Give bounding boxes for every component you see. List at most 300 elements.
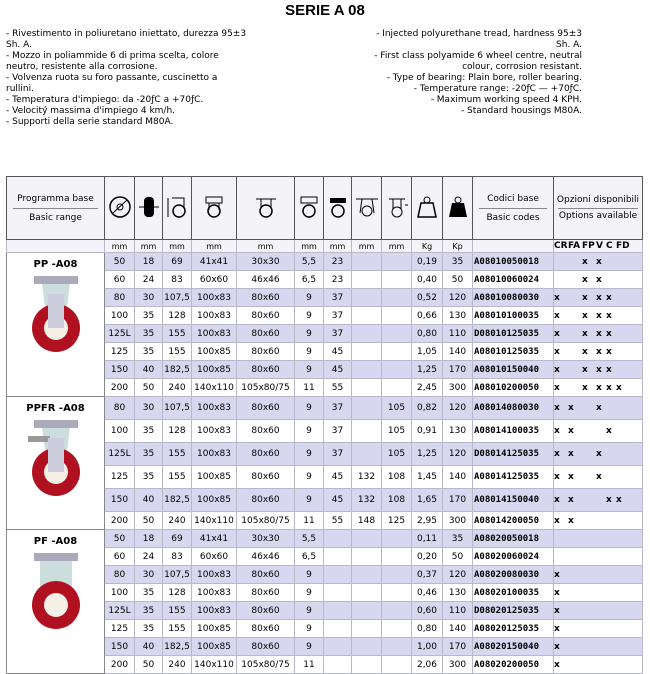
code-cell: A08020060024: [473, 548, 554, 566]
description-line: - Type of bearing: Plain bore, roller bearing.: [386, 73, 582, 83]
value-cell: 100x85: [192, 466, 237, 489]
code-cell: D08014125035: [473, 443, 554, 466]
option-mark: x: [606, 426, 612, 436]
value-cell: 23: [324, 271, 352, 289]
value-cell: 9: [295, 489, 324, 512]
unit-label: Kg: [412, 240, 443, 253]
value-cell: [352, 443, 382, 466]
value-cell: 125: [105, 343, 135, 361]
value-cell: 35: [443, 253, 473, 271]
value-cell: 170: [443, 638, 473, 656]
option-mark: x: [596, 382, 602, 393]
value-cell: 100x85: [192, 489, 237, 512]
value-cell: [352, 548, 382, 566]
option-mark: x: [554, 495, 560, 505]
code-cell: A08014125035: [473, 466, 554, 489]
option-mark: x: [554, 364, 560, 375]
value-cell: 125L: [105, 443, 135, 466]
value-cell: 2,06: [412, 656, 443, 674]
hole-spacing-icon: [237, 177, 295, 240]
value-cell: [352, 530, 382, 548]
option-mark: x: [582, 382, 588, 393]
value-cell: 9: [295, 566, 324, 584]
value-cell: 30x30: [237, 253, 295, 271]
hole-diameter-icon: [295, 177, 324, 240]
value-cell: [382, 361, 412, 379]
value-cell: 35: [135, 466, 163, 489]
value-cell: 37: [324, 289, 352, 307]
option-mark: x: [616, 495, 622, 505]
value-cell: 9: [295, 443, 324, 466]
description-line: - Temperature range: -20ƒC — +70ƒC.: [413, 84, 582, 94]
table-row: [7, 397, 643, 420]
unit-label: mm: [352, 240, 382, 253]
value-cell: 24: [135, 271, 163, 289]
value-cell: 132: [352, 466, 382, 489]
value-cell: 9: [295, 420, 324, 443]
code-cell: A08020150040: [473, 638, 554, 656]
value-cell: 35: [135, 443, 163, 466]
value-cell: 100: [105, 420, 135, 443]
value-cell: 100x83: [192, 420, 237, 443]
offset-icon: [324, 177, 352, 240]
group-cell: [7, 253, 105, 397]
value-cell: 80x60: [237, 584, 295, 602]
value-cell: [324, 638, 352, 656]
brake-height-icon: [352, 177, 382, 240]
value-cell: 108: [382, 489, 412, 512]
value-cell: 80x60: [237, 620, 295, 638]
options-cell: [554, 566, 643, 584]
value-cell: [352, 620, 382, 638]
value-cell: 45: [324, 361, 352, 379]
value-cell: [382, 656, 412, 674]
weight-icon: [412, 177, 443, 240]
value-cell: 37: [324, 420, 352, 443]
option-label: FA: [568, 241, 581, 251]
units-spacer: [473, 240, 554, 253]
options-cell: [554, 271, 643, 289]
options-cell: [554, 325, 643, 343]
option-mark: x: [554, 346, 560, 357]
group-name: PP -A08: [33, 259, 78, 270]
options-cell: [554, 466, 643, 489]
value-cell: 1,45: [412, 466, 443, 489]
value-cell: 45: [324, 489, 352, 512]
value-cell: [352, 656, 382, 674]
value-cell: 110: [443, 602, 473, 620]
code-cell: A08020080030: [473, 566, 554, 584]
option-mark: x: [568, 515, 574, 526]
options-cell: [554, 584, 643, 602]
value-cell: 140x110: [192, 379, 237, 397]
value-cell: 46x46: [237, 548, 295, 566]
value-cell: 40: [135, 361, 163, 379]
value-cell: 105: [382, 420, 412, 443]
option-label: C: [606, 241, 613, 251]
value-cell: 150: [105, 638, 135, 656]
value-cell: 120: [443, 443, 473, 466]
value-cell: 120: [443, 566, 473, 584]
code-cell: A08020050018: [473, 530, 554, 548]
value-cell: 148: [352, 512, 382, 530]
value-cell: 80x60: [237, 489, 295, 512]
code-cell: A08010150040: [473, 361, 554, 379]
value-cell: 80x60: [237, 343, 295, 361]
option-mark: x: [596, 346, 602, 357]
value-cell: 83: [163, 548, 192, 566]
table-row: [7, 530, 643, 548]
value-cell: 45: [324, 466, 352, 489]
value-cell: 170: [443, 361, 473, 379]
value-cell: 155: [163, 602, 192, 620]
value-cell: 107,5: [163, 289, 192, 307]
option-mark: x: [554, 403, 560, 413]
group-cell: [7, 530, 105, 674]
programma-label: Programma base: [17, 193, 94, 204]
value-cell: 0,20: [412, 548, 443, 566]
value-cell: 18: [135, 253, 163, 271]
brake-lever-icon: [382, 177, 412, 240]
value-cell: 128: [163, 307, 192, 325]
value-cell: 11: [295, 512, 324, 530]
option-mark: x: [596, 292, 602, 303]
value-cell: 0,19: [412, 253, 443, 271]
value-cell: 30x30: [237, 530, 295, 548]
value-cell: 35: [443, 530, 473, 548]
options-cell: [554, 443, 643, 466]
value-cell: 140: [443, 466, 473, 489]
product-table: [6, 176, 643, 674]
options-cell: [554, 656, 643, 674]
value-cell: 50: [135, 656, 163, 674]
value-cell: 125: [105, 466, 135, 489]
options-cell: [554, 512, 643, 530]
value-cell: 69: [163, 253, 192, 271]
value-cell: 41x41: [192, 530, 237, 548]
value-cell: 35: [135, 420, 163, 443]
value-cell: 0,91: [412, 420, 443, 443]
value-cell: 9: [295, 361, 324, 379]
value-cell: 100x83: [192, 307, 237, 325]
value-cell: [352, 638, 382, 656]
value-cell: [352, 325, 382, 343]
value-cell: 155: [163, 443, 192, 466]
value-cell: 40: [135, 638, 163, 656]
value-cell: [352, 253, 382, 271]
value-cell: [382, 307, 412, 325]
value-cell: [382, 271, 412, 289]
value-cell: 50: [135, 379, 163, 397]
value-cell: 100x83: [192, 602, 237, 620]
option-mark: x: [554, 605, 560, 616]
option-mark: x: [554, 472, 560, 482]
value-cell: 80: [105, 289, 135, 307]
description-line: rullini.: [6, 84, 34, 94]
option-mark: x: [554, 292, 560, 303]
option-mark: x: [596, 403, 602, 413]
option-mark: x: [582, 256, 588, 267]
value-cell: 30: [135, 566, 163, 584]
option-mark: x: [606, 328, 612, 339]
value-cell: 1,05: [412, 343, 443, 361]
value-cell: 80x60: [237, 566, 295, 584]
value-cell: [382, 584, 412, 602]
description-line: - Temperatura d'impiego: da -20ƒC a +70ƒC.: [6, 95, 204, 105]
value-cell: 155: [163, 466, 192, 489]
value-cell: 45: [324, 343, 352, 361]
options-label: Options available: [558, 210, 638, 221]
value-cell: 125L: [105, 602, 135, 620]
plate-size-icon: [192, 177, 237, 240]
opzioni-label: Opzioni disponibili: [556, 194, 640, 205]
value-cell: 83: [163, 271, 192, 289]
options-cell: [554, 253, 643, 271]
option-mark: x: [554, 426, 560, 436]
value-cell: 37: [324, 397, 352, 420]
option-mark: x: [568, 495, 574, 505]
value-cell: 5,5: [295, 253, 324, 271]
value-cell: 9: [295, 343, 324, 361]
value-cell: 140: [443, 620, 473, 638]
option-mark: x: [606, 346, 612, 357]
value-cell: 80x60: [237, 602, 295, 620]
value-cell: [382, 379, 412, 397]
option-label: CR: [554, 241, 568, 251]
option-label: FD: [616, 241, 630, 251]
value-cell: 100x85: [192, 638, 237, 656]
option-mark: x: [582, 364, 588, 375]
code-cell: A08020200050: [473, 656, 554, 674]
codici-label: Codici base: [487, 193, 539, 204]
value-cell: 2,45: [412, 379, 443, 397]
value-cell: 200: [105, 656, 135, 674]
code-cell: A08010080030: [473, 289, 554, 307]
options-cell: [554, 289, 643, 307]
options-cell: [554, 397, 643, 420]
fixed-caster-image: [24, 547, 88, 633]
value-cell: 80x60: [237, 289, 295, 307]
value-cell: 30: [135, 397, 163, 420]
basic-codes-label: Basic codes: [486, 212, 540, 223]
code-cell: D08020125035: [473, 602, 554, 620]
unit-label: mm: [163, 240, 192, 253]
value-cell: 80x60: [237, 443, 295, 466]
header-programma: [7, 177, 105, 240]
value-cell: 130: [443, 584, 473, 602]
value-cell: 155: [163, 620, 192, 638]
description-line: - Standard housings M80A.: [460, 106, 582, 116]
value-cell: 100x83: [192, 566, 237, 584]
value-cell: 140x110: [192, 656, 237, 674]
value-cell: 50: [135, 512, 163, 530]
unit-label: mm: [382, 240, 412, 253]
value-cell: 50: [443, 548, 473, 566]
value-cell: 23: [324, 253, 352, 271]
value-cell: 125L: [105, 325, 135, 343]
value-cell: 35: [135, 620, 163, 638]
value-cell: 300: [443, 656, 473, 674]
value-cell: 80x60: [237, 466, 295, 489]
unit-label: mm: [192, 240, 237, 253]
unit-label: Kp: [443, 240, 473, 253]
option-mark: x: [606, 495, 612, 505]
unit-label: mm: [324, 240, 352, 253]
value-cell: 37: [324, 325, 352, 343]
value-cell: [324, 656, 352, 674]
value-cell: 150: [105, 489, 135, 512]
options-cell: [554, 379, 643, 397]
value-cell: 100x83: [192, 443, 237, 466]
value-cell: 300: [443, 512, 473, 530]
description-line: - First class polyamide 6 wheel centre, neutral: [374, 51, 582, 61]
value-cell: 240: [163, 512, 192, 530]
option-mark: x: [554, 623, 560, 634]
code-cell: A08014080030: [473, 397, 554, 420]
description-line: neutro, resistente alla corrosione.: [6, 62, 158, 72]
value-cell: 1,25: [412, 361, 443, 379]
option-mark: x: [554, 449, 560, 459]
value-cell: 50: [443, 271, 473, 289]
value-cell: 2,95: [412, 512, 443, 530]
value-cell: 80x60: [237, 361, 295, 379]
option-mark: x: [596, 328, 602, 339]
value-cell: 130: [443, 307, 473, 325]
value-cell: [382, 548, 412, 566]
basic-range-label: Basic range: [29, 212, 82, 223]
value-cell: 60: [105, 548, 135, 566]
value-cell: 9: [295, 466, 324, 489]
code-cell: A08014200050: [473, 512, 554, 530]
value-cell: 155: [163, 325, 192, 343]
value-cell: [324, 566, 352, 584]
units-spacer: [7, 240, 105, 253]
value-cell: 80x60: [237, 307, 295, 325]
value-cell: [324, 530, 352, 548]
value-cell: 11: [295, 656, 324, 674]
braked-caster-image: [24, 414, 88, 500]
value-cell: 0,66: [412, 307, 443, 325]
option-mark: x: [582, 292, 588, 303]
description-italian: [6, 29, 296, 128]
value-cell: 100x85: [192, 620, 237, 638]
value-cell: 9: [295, 620, 324, 638]
value-cell: [324, 602, 352, 620]
option-mark: x: [554, 328, 560, 339]
value-cell: 150: [105, 361, 135, 379]
unit-label: mm: [295, 240, 324, 253]
diameter-icon: [105, 177, 135, 240]
value-cell: 80x60: [237, 325, 295, 343]
value-cell: 69: [163, 530, 192, 548]
options-cell: [554, 307, 643, 325]
description-line: - Mozzo in poliammide 6 di prima scelta, colore: [6, 51, 219, 61]
value-cell: 0,11: [412, 530, 443, 548]
value-cell: 35: [135, 584, 163, 602]
description-english: [326, 29, 582, 117]
value-cell: 80x60: [237, 420, 295, 443]
description-line: - Velocitý massima d'impiego 4 km/h.: [6, 106, 176, 116]
value-cell: 80x60: [237, 397, 295, 420]
unit-label: mm: [105, 240, 135, 253]
description-line: - Volvenza ruota su foro passante, cuscinetto a: [6, 73, 218, 83]
options-cell: [554, 620, 643, 638]
code-cell: A08020100035: [473, 584, 554, 602]
value-cell: 128: [163, 420, 192, 443]
value-cell: 100x85: [192, 361, 237, 379]
value-cell: 46x46: [237, 271, 295, 289]
value-cell: [382, 325, 412, 343]
options-cell: [554, 530, 643, 548]
value-cell: 35: [135, 602, 163, 620]
value-cell: 130: [443, 420, 473, 443]
value-cell: 120: [443, 289, 473, 307]
value-cell: 60: [105, 271, 135, 289]
unit-label: mm: [237, 240, 295, 253]
value-cell: 100x83: [192, 397, 237, 420]
value-cell: [352, 361, 382, 379]
value-cell: 182,5: [163, 638, 192, 656]
value-cell: 140x110: [192, 512, 237, 530]
description-line: - Supporti della serie standard M80A.: [6, 117, 174, 127]
code-cell: A08010050018: [473, 253, 554, 271]
overall-height-icon: [163, 177, 192, 240]
options-cell: [554, 420, 643, 443]
value-cell: 108: [382, 466, 412, 489]
code-cell: A08010125035: [473, 343, 554, 361]
value-cell: 105x80/75: [237, 656, 295, 674]
option-label: V: [596, 241, 603, 251]
description-line: - Maximum working speed 4 KPH.: [430, 95, 582, 105]
value-cell: 200: [105, 379, 135, 397]
option-mark: x: [606, 292, 612, 303]
value-cell: 182,5: [163, 489, 192, 512]
value-cell: 1,65: [412, 489, 443, 512]
value-cell: 0,82: [412, 397, 443, 420]
description-line: colour, corrosion resistant.: [462, 62, 582, 72]
description-line: - Injected polyurethane tread, hardness 95±3: [376, 29, 582, 39]
value-cell: [382, 253, 412, 271]
group-name: PPFR -A08: [26, 403, 85, 414]
option-mark: x: [554, 659, 560, 670]
value-cell: [352, 566, 382, 584]
options-cell: [554, 602, 643, 620]
value-cell: 0,40: [412, 271, 443, 289]
option-mark: x: [606, 382, 612, 393]
option-mark: x: [596, 472, 602, 482]
value-cell: 6,5: [295, 548, 324, 566]
value-cell: 128: [163, 584, 192, 602]
value-cell: [324, 584, 352, 602]
value-cell: [382, 566, 412, 584]
value-cell: [352, 379, 382, 397]
group-cell: [7, 397, 105, 530]
option-mark: x: [596, 449, 602, 459]
option-mark: x: [568, 449, 574, 459]
swivel-caster-image: [24, 270, 88, 356]
value-cell: 9: [295, 602, 324, 620]
value-cell: 105x80/75: [237, 512, 295, 530]
options-cell: [554, 638, 643, 656]
value-cell: [352, 343, 382, 361]
option-mark: x: [606, 310, 612, 321]
code-cell: A08014150040: [473, 489, 554, 512]
option-mark: x: [582, 346, 588, 357]
unit-label: mm: [135, 240, 163, 253]
value-cell: 100x83: [192, 325, 237, 343]
value-cell: 100x83: [192, 584, 237, 602]
value-cell: 24: [135, 548, 163, 566]
